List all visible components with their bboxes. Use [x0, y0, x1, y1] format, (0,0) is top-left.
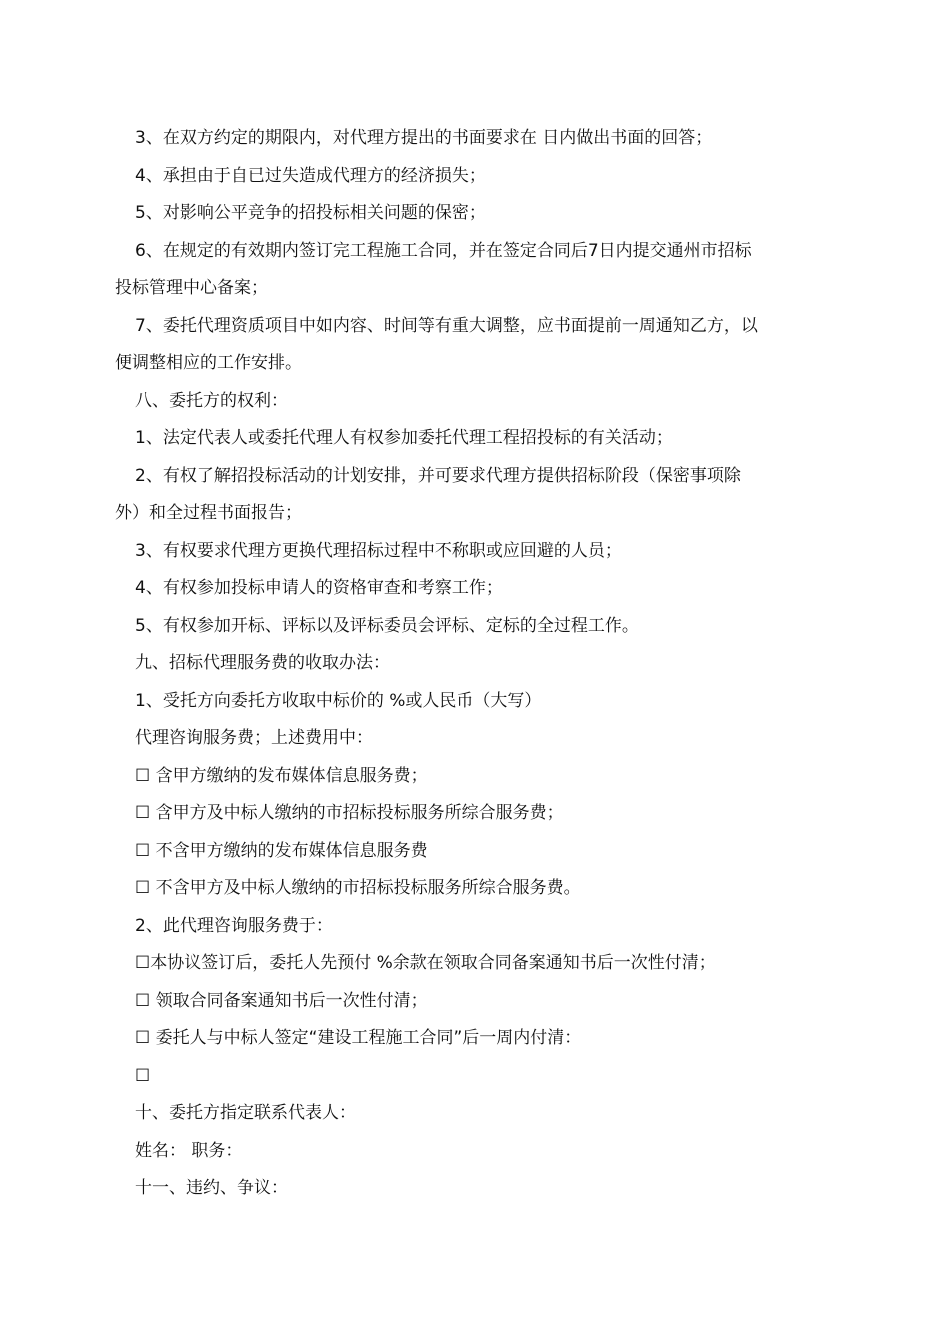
text-line: 代理咨询服务费；上述费用中：	[135, 728, 373, 748]
text-line: 5、对影响公平竞争的招投标相关问题的保密；	[135, 203, 486, 223]
text-line: 2、此代理咨询服务费于：	[135, 915, 333, 936]
section-heading: 十一、违约、争议：	[135, 1178, 288, 1198]
text-line: 便调整相应的工作安排。	[115, 353, 302, 373]
text-line: 姓名： 职务：	[135, 1140, 243, 1161]
checkbox-option: ☐ 委托人与中标人签定“建设工程施工合同”后一周内付清：	[135, 1028, 582, 1048]
checkbox-option: ☐ 不含甲方缴纳的发布媒体信息服务费	[135, 840, 428, 861]
section-heading: 八、委托方的权利：	[135, 390, 288, 411]
text-line: 1、法定代表人或委托代理人有权参加委托代理工程招投标的有关活动；	[135, 428, 673, 448]
document-body	[115, 120, 840, 1208]
section-heading: 九、招标代理服务费的收取办法：	[135, 653, 390, 673]
text-line: 7、委托代理资质项目中如内容、时间等有重大调整，应书面提前一周通知乙方，以	[135, 315, 758, 336]
text-line: 6、在规定的有效期内签订完工程施工合同，并在签定合同后7日内提交通州市招标	[135, 240, 752, 261]
text-line: 3、有权要求代理方更换代理招标过程中不称职或应回避的人员；	[135, 540, 622, 561]
checkbox-option: ☐ 领取合同备案通知书后一次性付清；	[135, 990, 428, 1011]
text-line: 5、有权参加开标、评标以及评标委员会评标、定标的全过程工作。	[135, 615, 639, 636]
text-line: 外）和全过程书面报告；	[115, 503, 302, 523]
text-line: 4、承担由于自已过失造成代理方的经济损失；	[135, 165, 486, 186]
checkbox-option: ☐ 不含甲方及中标人缴纳的市招标投标服务所综合服务费。	[135, 878, 581, 898]
text-line: 4、有权参加投标申请人的资格审查和考察工作；	[135, 578, 503, 598]
checkbox-option: ☐本协议签订后，委托人先预付 %余款在领取合同备案通知书后一次性付清；	[135, 953, 716, 973]
text-line: 1、受托方向委托方收取中标价的 %或人民币（大写）	[135, 690, 542, 711]
section-heading: 十、委托方指定联系代表人：	[135, 1103, 356, 1123]
checkbox-option: ☐ 含甲方缴纳的发布媒体信息服务费；	[135, 765, 428, 786]
text-line: 2、有权了解招投标活动的计划安排，并可要求代理方提供招标阶段（保密事项除	[135, 465, 741, 486]
text-line: 3、在双方约定的期限内，对代理方提出的书面要求在 日内做出书面的回答；	[135, 128, 713, 148]
checkbox-option: ☐	[135, 1065, 151, 1086]
checkbox-option: ☐ 含甲方及中标人缴纳的市招标投标服务所综合服务费；	[135, 803, 564, 823]
text-line: 投标管理中心备案；	[115, 278, 268, 298]
